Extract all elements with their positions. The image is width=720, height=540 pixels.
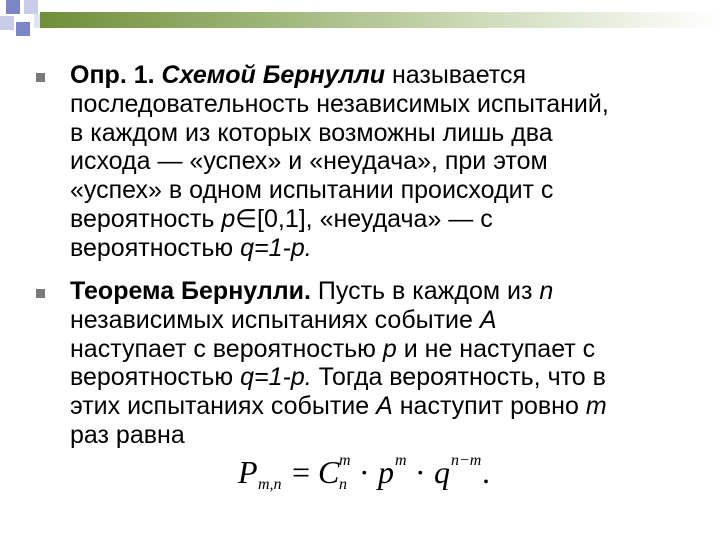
text-line xyxy=(70,277,690,306)
decorative-squares xyxy=(0,0,60,60)
theorem-label: Теорема Бернулли. xyxy=(70,277,311,305)
text-fragment: наступает с вероятностью xyxy=(70,334,383,363)
decor-square xyxy=(24,0,38,14)
text-line xyxy=(70,205,690,234)
header-band xyxy=(40,12,720,28)
variable-p: p xyxy=(221,204,236,233)
formula-dot: · xyxy=(415,454,426,490)
text-fragment: называется xyxy=(385,61,526,89)
decor-square xyxy=(0,16,14,30)
decor-square xyxy=(16,22,30,36)
text-fragment: вероятность xyxy=(70,204,222,233)
text-fragment: этих испытаниях событие xyxy=(70,392,377,421)
text-fragment: наступит ровно xyxy=(392,392,586,421)
text-fragment: вероятностью xyxy=(70,233,241,262)
definition-term: Схемой Бернулли xyxy=(161,61,385,89)
variable-m: m xyxy=(585,392,607,421)
text-line xyxy=(70,335,690,364)
formula-P-subscript: m,n xyxy=(258,476,282,493)
inline-formula: q=1-p. xyxy=(240,233,312,262)
text-fragment: вероятностью xyxy=(70,363,241,392)
formula-period: . xyxy=(482,454,490,490)
text-line: раз равна xyxy=(70,420,185,449)
variable-p: p xyxy=(382,334,397,363)
variable-n: n xyxy=(539,277,554,305)
element-of-symbol: ∈ xyxy=(235,204,258,233)
text-line xyxy=(70,306,690,335)
text-line: исхода — «успех» и «неудача», при этом xyxy=(70,147,548,176)
formula-dot: · xyxy=(359,454,370,490)
formula-equals: = xyxy=(292,454,311,490)
bullet-marker xyxy=(36,289,45,298)
text-fragment: и не наступает с xyxy=(396,334,596,363)
formula-P: P xyxy=(238,454,258,490)
text-line: «успех» в одном испытании происходит с xyxy=(70,176,554,205)
text-line: в каждом из которых возможны лишь два xyxy=(70,118,553,147)
text-fragment: Пусть в каждом из xyxy=(310,277,540,305)
text-line xyxy=(70,392,690,421)
decor-square xyxy=(6,0,20,14)
text-fragment: независимых испытаниях событие xyxy=(70,305,480,334)
variable-A: A xyxy=(376,392,393,421)
formula-p: p xyxy=(378,454,394,490)
bullet-marker xyxy=(36,73,45,82)
text-fragment: Тогда вероятность, что в xyxy=(311,363,606,392)
definition-label: Опр. 1. xyxy=(70,61,155,89)
variable-A: A xyxy=(479,305,497,334)
formula-C: C xyxy=(318,454,340,490)
formula-p-superscript: m xyxy=(395,452,407,469)
text-line xyxy=(70,61,690,90)
formula-C-superscript: m xyxy=(339,452,351,469)
formula-q: q xyxy=(434,454,450,490)
formula-C-subscript: n xyxy=(339,476,347,493)
inline-formula: q=1-p. xyxy=(240,363,312,392)
text-line xyxy=(70,363,690,392)
theorem-paragraph xyxy=(70,277,690,450)
text-line xyxy=(70,234,690,263)
text-fragment: [0,1], «неудача» — с xyxy=(257,204,493,233)
formula-q-superscript: n−m xyxy=(451,452,482,469)
text-line: последовательность независимых испытаний, xyxy=(70,89,609,118)
definition-paragraph xyxy=(70,61,690,263)
bernoulli-formula xyxy=(238,452,498,496)
